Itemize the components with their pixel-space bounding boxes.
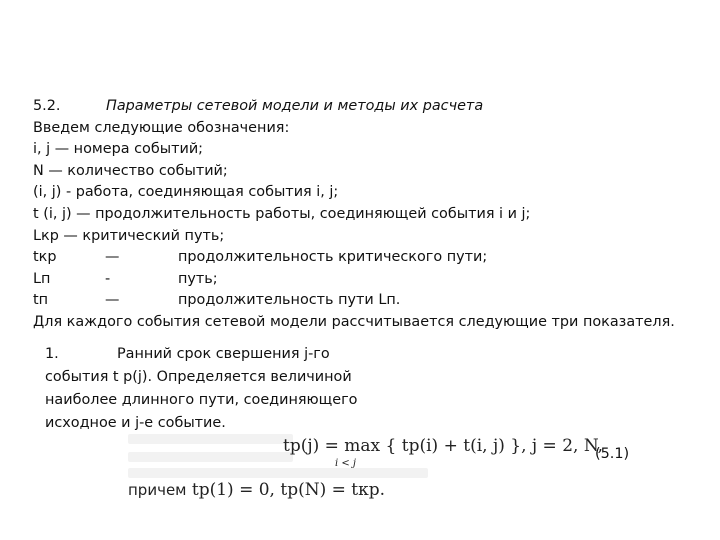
def-ln xyxy=(33,269,703,291)
formula-area xyxy=(128,430,604,520)
faded-text-artifact xyxy=(128,452,293,462)
item-number: 1. xyxy=(45,346,59,362)
numbered-item-1 xyxy=(45,343,375,435)
section-number: 5.2. xyxy=(33,98,61,114)
def-n: N — количество событий; xyxy=(33,162,228,179)
section-title: Параметры сетевой модели и методы их расчета xyxy=(106,98,484,114)
ln-dash: - xyxy=(105,270,111,287)
intro-line: Введем следующие обозначения: xyxy=(33,119,290,136)
def-ij: i, j — номера событий; xyxy=(33,141,204,158)
text-block xyxy=(33,96,703,334)
equation-number: (5.1) xyxy=(595,446,630,462)
formula-condition-label: причем xyxy=(128,481,187,499)
formula-subscript: i < j xyxy=(335,458,357,469)
def-t-ij: t (i, j) — продолжительность работы, соединяющей события i и j; xyxy=(33,205,531,222)
def-tkr xyxy=(33,247,703,269)
tn-desc: продолжительность пути Lп. xyxy=(178,292,401,309)
item-line-2: события t р(j). Определяется величиной xyxy=(45,369,352,385)
def-work: (i, j) - работа, соединяющая события i, j; xyxy=(33,184,339,201)
tn-dash: — xyxy=(105,292,120,309)
section-heading xyxy=(33,96,703,118)
def-lkr: Lкр — критический путь; xyxy=(33,227,225,244)
ln-symbol: Lп xyxy=(33,270,51,287)
summary-line: Для каждого события сетевой модели рассчитывается следующие три показателя. xyxy=(33,313,675,330)
faded-text-artifact xyxy=(128,434,293,444)
item-line-3: наиболее длинного пути, соединяющего xyxy=(45,392,358,408)
formula-condition xyxy=(128,480,385,500)
tkr-dash: — xyxy=(105,249,120,266)
tn-symbol: tп xyxy=(33,292,49,309)
formula-condition-expr: tр(1) = 0, tр(N) = tкр. xyxy=(191,480,386,500)
tkr-symbol: tкр xyxy=(33,249,57,266)
tkr-desc: продолжительность критического пути; xyxy=(178,249,488,266)
faded-text-artifact xyxy=(128,468,428,478)
item-line-1: Ранний срок свершения j-го xyxy=(117,346,330,362)
def-tn xyxy=(33,290,703,312)
item-line-4: исходное и j-е событие. xyxy=(45,415,226,431)
ln-desc: путь; xyxy=(178,270,218,287)
formula-main: tр(j) = max { tр(i) + t(i, j) }, j = 2, N, i < j xyxy=(283,436,604,469)
